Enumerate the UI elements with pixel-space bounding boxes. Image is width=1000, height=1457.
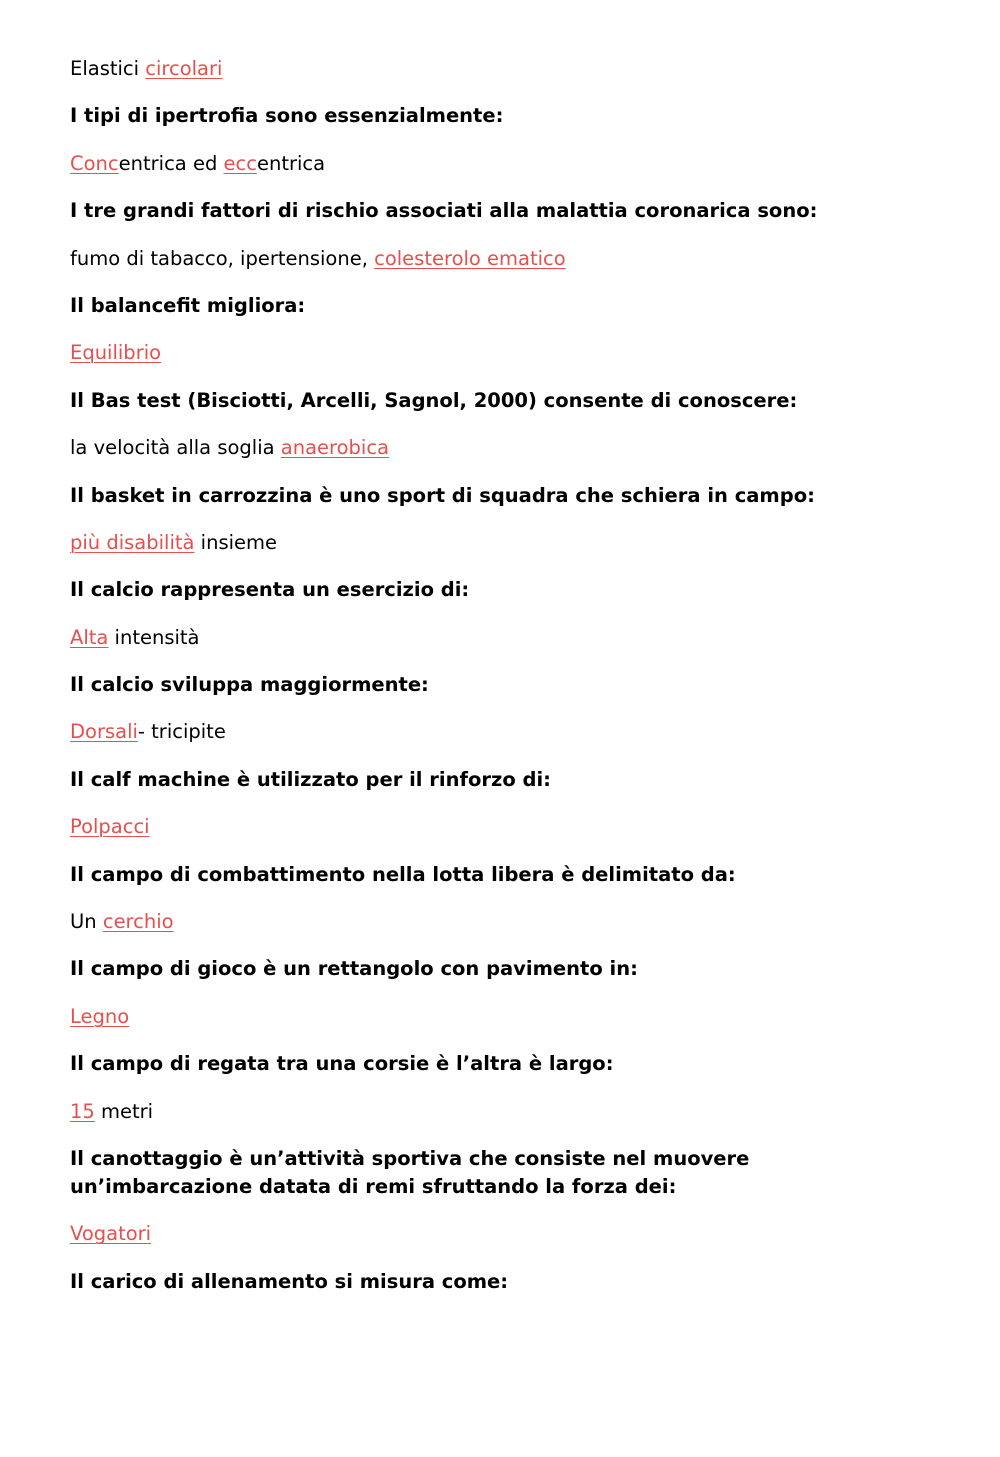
text-segment: I tre grandi fattori di rischio associati alla malattia coronarica sono: <box>70 199 818 223</box>
highlighted-answer-keyword: Conc <box>70 151 119 175</box>
highlighted-answer-keyword: Vogatori <box>70 1222 152 1246</box>
text-segment: Il balancefit migliora: <box>70 293 306 317</box>
highlighted-answer-keyword: colesterolo ematico <box>374 246 566 270</box>
answer-text <box>70 55 950 83</box>
answer-text <box>70 245 950 273</box>
text-segment: Il calcio sviluppa maggiormente: <box>70 673 429 697</box>
text-segment: entrica <box>256 151 326 175</box>
highlighted-answer-keyword: ecc <box>223 151 257 175</box>
highlighted-answer-keyword: 15 <box>70 1099 95 1123</box>
answer-text <box>70 718 950 746</box>
text-segment: la velocità alla soglia <box>70 436 281 460</box>
answer-text <box>70 1098 950 1126</box>
text-segment: fumo di tabacco, ipertensione, <box>70 246 375 270</box>
text-segment: - tricipite <box>137 720 226 744</box>
question-text <box>70 766 950 794</box>
text-segment: Elastici <box>70 57 146 80</box>
answer-text <box>70 908 950 936</box>
question-text <box>70 671 950 699</box>
answer-text <box>70 434 950 462</box>
text-segment: Il campo di gioco è un rettangolo con pavimento in: <box>70 957 638 981</box>
text-segment: metri <box>94 1099 154 1123</box>
text-segment: Il calcio rappresenta un esercizio di: <box>70 578 470 602</box>
highlighted-answer-keyword: circolari <box>145 57 223 80</box>
question-text <box>70 1268 950 1296</box>
highlighted-answer-keyword: Legno <box>70 1004 130 1028</box>
text-segment: Il campo di combattimento nella lotta libera è delimitato da: <box>70 862 736 886</box>
question-text <box>70 576 950 604</box>
answer-text <box>70 339 950 367</box>
document-body <box>70 55 950 1315</box>
text-segment: Il canottaggio è un’attività sportiva che consiste nel muovere un’imbarcazione datata di remi sfruttando la forza dei: <box>70 1146 750 1198</box>
question-text <box>70 1050 950 1078</box>
highlighted-answer-keyword: Alta <box>70 625 109 649</box>
text-segment: Il calf machine è utilizzato per il rinforzo di: <box>70 767 551 791</box>
answer-text <box>70 813 950 841</box>
question-text <box>70 102 950 130</box>
answer-text <box>70 150 950 178</box>
answer-text <box>70 1220 950 1248</box>
highlighted-answer-keyword: Dorsali <box>70 720 138 744</box>
text-segment: Un <box>70 910 103 934</box>
text-segment: Il Bas test (Bisciotti, Arcelli, Sagnol, 2000) consente di conoscere: <box>70 388 798 412</box>
highlighted-answer-keyword: Equilibrio <box>70 341 162 365</box>
question-text <box>70 861 950 889</box>
highlighted-answer-keyword: anaerobica <box>280 436 390 460</box>
highlighted-answer-keyword: più disabilità <box>70 530 195 554</box>
highlighted-answer-keyword: Polpacci <box>70 815 150 839</box>
text-segment: I tipi di ipertrofia sono essenzialmente: <box>70 104 504 128</box>
text-segment: intensità <box>108 625 200 649</box>
question-text <box>70 292 950 320</box>
highlighted-answer-keyword: cerchio <box>102 910 174 934</box>
answer-text <box>70 529 950 557</box>
text-segment: Il carico di allenamento si misura come: <box>70 1269 509 1293</box>
question-text <box>70 955 950 983</box>
question-text <box>70 482 950 510</box>
question-text <box>70 387 950 415</box>
text-segment: insieme <box>194 530 278 554</box>
answer-text <box>70 624 950 652</box>
question-text <box>70 1145 950 1201</box>
question-text <box>70 197 950 225</box>
text-segment: Il basket in carrozzina è uno sport di squadra che schiera in campo: <box>70 483 815 507</box>
text-segment: Il campo di regata tra una corsie è l’altra è largo: <box>70 1052 614 1076</box>
answer-text <box>70 1003 950 1031</box>
text-segment: entrica ed <box>118 151 224 175</box>
